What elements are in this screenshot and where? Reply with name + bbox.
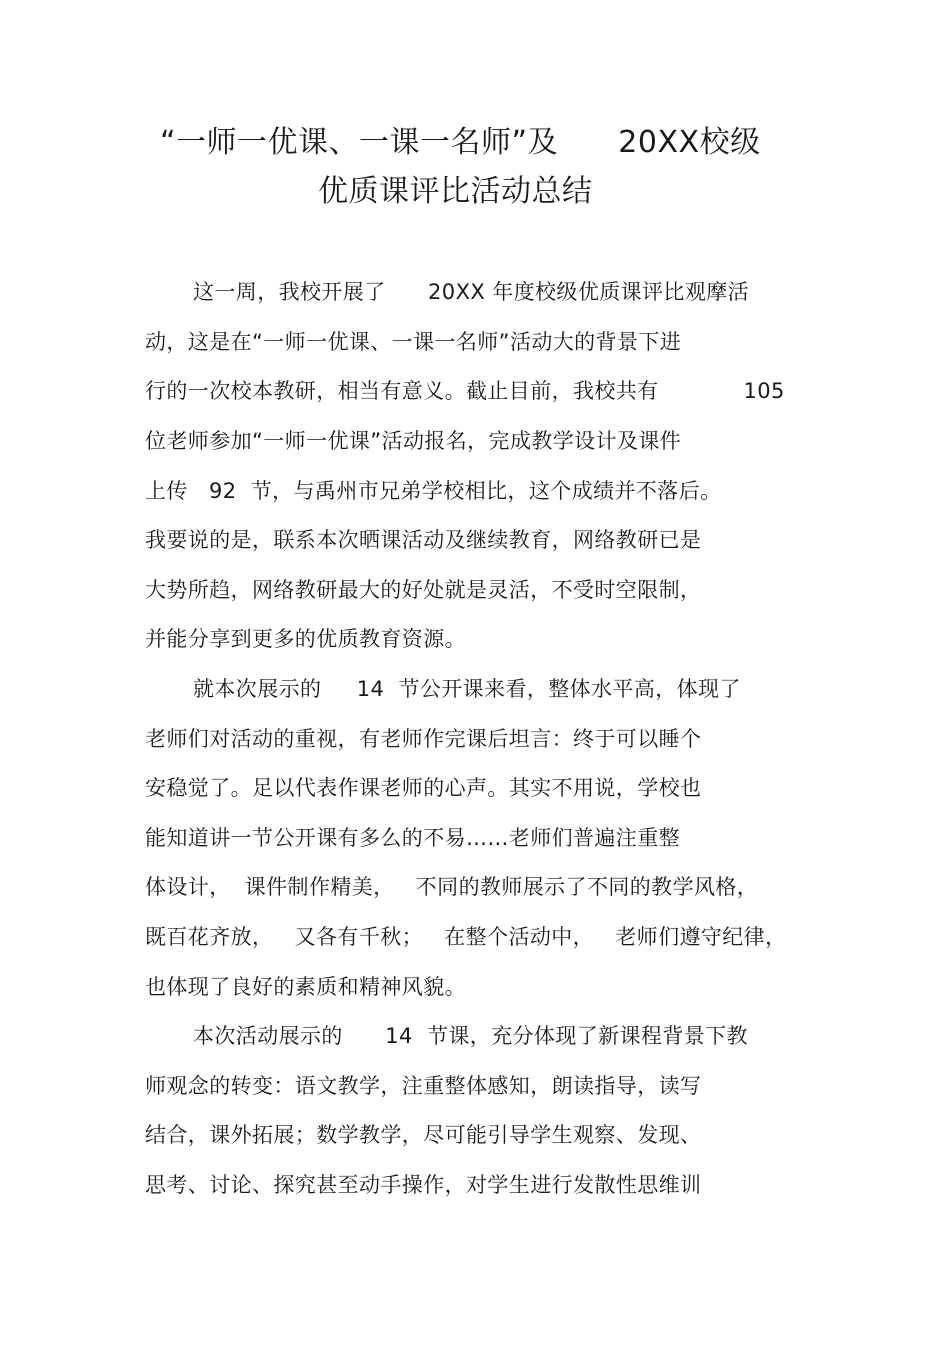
body-line: 师观念的转变：语文教学，注重整体感知，朗读指导，读写 — [145, 1074, 702, 1098]
body-line: 老师们对活动的重视，有老师作完课后坦言：终于可以睡个 — [145, 727, 702, 751]
body-line: 本次活动展示的 14 节课，充分体现了新课程背景下教 — [193, 1024, 748, 1048]
body-line: 结合，课外拓展；数学教学，尽可能引导学生观察、发现、 — [145, 1123, 702, 1147]
body-line: 行的一次校本教研，相当有意义。截止目前，我校共有 105 — [145, 379, 785, 403]
body-line: 体设计， 课件制作精美， 不同的教师展示了不同的教学风格， — [145, 875, 759, 899]
body-line: 大势所趋，网络教研最大的好处就是灵活，不受时空限制， — [145, 578, 702, 602]
body-line: 我要说的是，联系本次晒课活动及继续教育，网络教研已是 — [145, 528, 702, 552]
body-line: 也体现了良好的素质和精神风貌。 — [145, 975, 466, 999]
body-line: 这一周，我校开展了 20XX 年度校级优质课评比观摩活 — [193, 280, 750, 304]
body-line: 上传 92 节，与禹州市兄弟学校相比，这个成绩并不落后。 — [145, 479, 722, 503]
body-line: 并能分享到更多的优质教育资源。 — [145, 627, 466, 651]
title-line-1: “一师一优课、一课一名师”及 20XX校级 — [160, 125, 761, 160]
body-line: 动，这是在“一师一优课、一课一名师”活动大的背景下进 — [145, 330, 682, 354]
body-line: 思考、讨论、探究甚至动手操作，对学生进行发散性思维训 — [145, 1173, 702, 1197]
body-line: 就本次展示的 14 节公开课来看，整体水平高，体现了 — [193, 677, 741, 701]
body-line: 安稳觉了。足以代表作课老师的心声。其实不用说，学校也 — [145, 776, 702, 800]
body-line: 位老师参加“一师一优课”活动报名，完成教学设计及课件 — [145, 429, 682, 453]
body-line: 能知道讲一节公开课有多么的不易……老师们普遍注重整 — [145, 826, 680, 850]
body-line: 既百花齐放， 又各有千秋； 在整个活动中， 老师们遵守纪律， — [145, 925, 787, 949]
title-line-2: 优质课评比活动总结 — [318, 174, 593, 209]
